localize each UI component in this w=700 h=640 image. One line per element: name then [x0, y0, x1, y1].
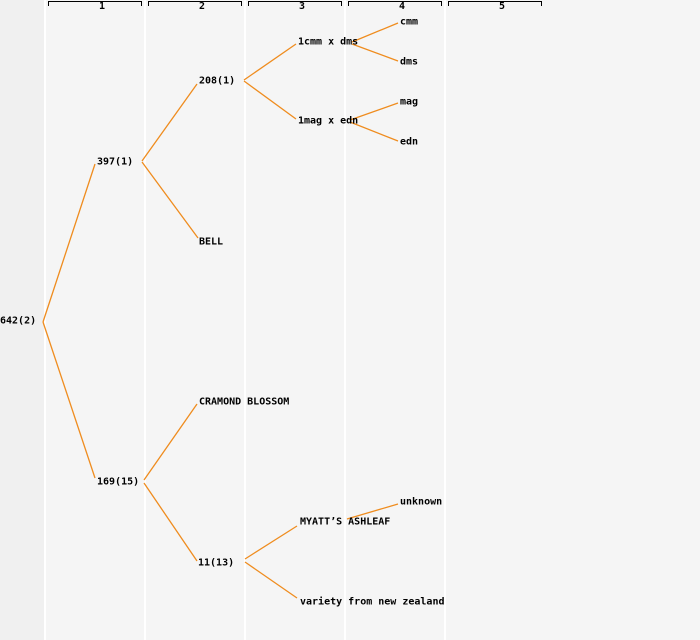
tree-edge-node-169-to-node-cramond: [144, 404, 197, 480]
tree-edge-node-1cmm-dms-to-node-cmm: [352, 23, 398, 42]
tree-node-11-label[interactable]: 11(13): [198, 557, 235, 569]
column-header-label-2: 2: [198, 1, 206, 12]
tree-node-edn-label[interactable]: edn: [400, 136, 419, 148]
tree-node-myatts-label[interactable]: MYATT’S ASHLEAF: [300, 516, 391, 528]
tree-edge-node-1cmm-dms-to-node-dms: [352, 44, 398, 61]
tree-edge-node-11-to-node-nz: [245, 562, 297, 598]
column-header-label-5: 5: [498, 1, 506, 12]
tree-node-cmm-label[interactable]: cmm: [400, 16, 419, 28]
tree-node-1mag-edn-label[interactable]: 1mag x edn: [298, 115, 359, 127]
tree-node-mag-label[interactable]: mag: [400, 96, 419, 108]
tree-node-208-label[interactable]: 208(1): [199, 75, 236, 87]
tree-node-nz-label[interactable]: variety from new zealand: [300, 596, 445, 608]
tree-edge-node-397-to-node-bell: [142, 162, 198, 238]
column-header-label-4: 4: [398, 1, 406, 12]
tree-edge-node-208-to-node-1mag-edn: [244, 81, 296, 119]
tree-node-unknown-label[interactable]: unknown: [400, 496, 443, 508]
tree-edge-node-642-to-node-397: [43, 164, 95, 322]
tree-edge-node-642-to-node-169: [43, 322, 95, 478]
tree-node-cramond-label[interactable]: CRAMOND BLOSSOM: [199, 396, 290, 408]
tree-edge-node-11-to-node-myatts: [245, 526, 297, 559]
tree-edge-node-208-to-node-1cmm-dms: [244, 44, 296, 80]
column-header-label-3: 3: [298, 1, 306, 12]
tree-node-1cmm-dms-label[interactable]: 1cmm x dms: [298, 36, 359, 48]
column-header-label-1: 1: [98, 1, 106, 12]
tree-node-bell-label[interactable]: BELL: [199, 236, 224, 248]
tree-node-642-label[interactable]: 642(2): [0, 315, 37, 327]
tree-edge-node-169-to-node-11: [144, 483, 197, 561]
tree-node-dms-label[interactable]: dms: [400, 56, 419, 68]
tree-edge-node-397-to-node-208: [142, 84, 197, 161]
tree-node-169-label[interactable]: 169(15): [97, 476, 140, 488]
tree-node-397-label[interactable]: 397(1): [97, 156, 134, 168]
